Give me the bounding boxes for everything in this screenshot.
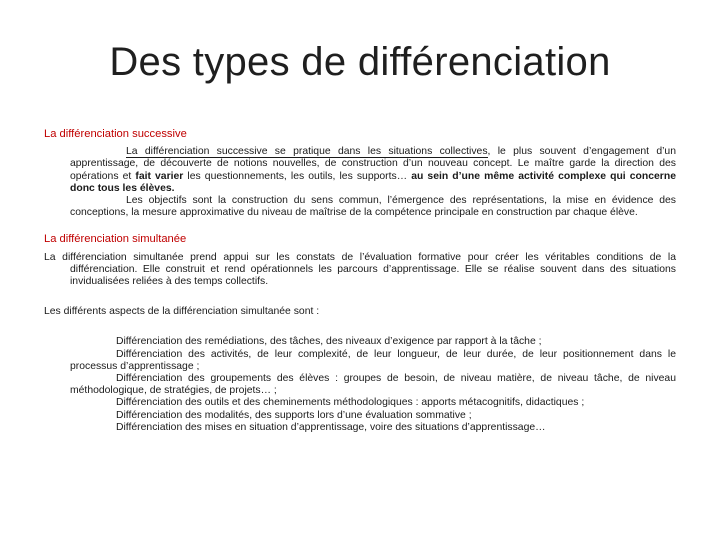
text-run: , le plus souvent d’engagement d’un apprentissage, de découverte de notions nouvelles, de construction d’un nouveau concept. Le maître garde la direction des opérations et bbox=[70, 146, 676, 182]
paragraph-successive-2: Les objectifs sont la construction du sens commun, l’émergence des représentations, la mise en évidence des conceptions, la mesure approximative du niveau de maîtrise de la compétence principale en construction par chaque élève. bbox=[70, 195, 676, 219]
bold-phrase-fait-varier: fait varier bbox=[135, 170, 184, 182]
underlined-phrase: La différenciation successive se pratique dans les situations collectives bbox=[126, 146, 488, 158]
text-run-2: les questionnements, les outils, les supports… bbox=[183, 170, 412, 182]
slide-body bbox=[44, 128, 676, 434]
aspect-item: Différenciation des remédiations, des tâches, des niveaux d’exigence par rapport à la tâche ; bbox=[116, 336, 542, 348]
aspects-list bbox=[44, 336, 676, 434]
slide-title: Des types de différenciation bbox=[109, 40, 611, 84]
paragraph-successive-1 bbox=[44, 146, 676, 195]
aspect-item: Différenciation des activités, de leur complexité, de leur longueur, de leur durée, de leur positionnement dans le processus d’apprentissage ; bbox=[70, 348, 676, 372]
aspect-item: Différenciation des modalités, des supports lors d’une évaluation sommative ; bbox=[116, 409, 472, 421]
heading-simultanee: La différenciation simultanée bbox=[44, 233, 187, 246]
aspect-item: Différenciation des mises en situation d’apprentissage, voire des situations d’apprentissage… bbox=[116, 421, 546, 433]
heading-successive: La différenciation successive bbox=[44, 128, 187, 140]
aspect-item: Différenciation des groupements des élèves : groupes de besoin, de niveau matière, de niveau tâche, de niveau méthodologique, de stratégies, de projets… ; bbox=[70, 373, 676, 397]
bold-phrase-activite: au sein d’une même activité complexe qui concerne donc tous les élèves. bbox=[70, 170, 676, 194]
paragraph-simultanee: La différenciation simultanée prend appui sur les constats de l’évaluation formative pour créer les véritables conditions de la différenciation. Elle construit et rend opérationnels les parcours d’apprentissage. Elle se réalise souvent dans des situations invidualisées reliées à des temps collectifs. bbox=[44, 251, 676, 288]
aspects-intro: Les différents aspects de la différenciation simultanée sont : bbox=[44, 306, 320, 318]
aspect-item: Différenciation des outils et des cheminements méthodologiques : apports métacognitifs, didactiques ; bbox=[116, 397, 585, 409]
